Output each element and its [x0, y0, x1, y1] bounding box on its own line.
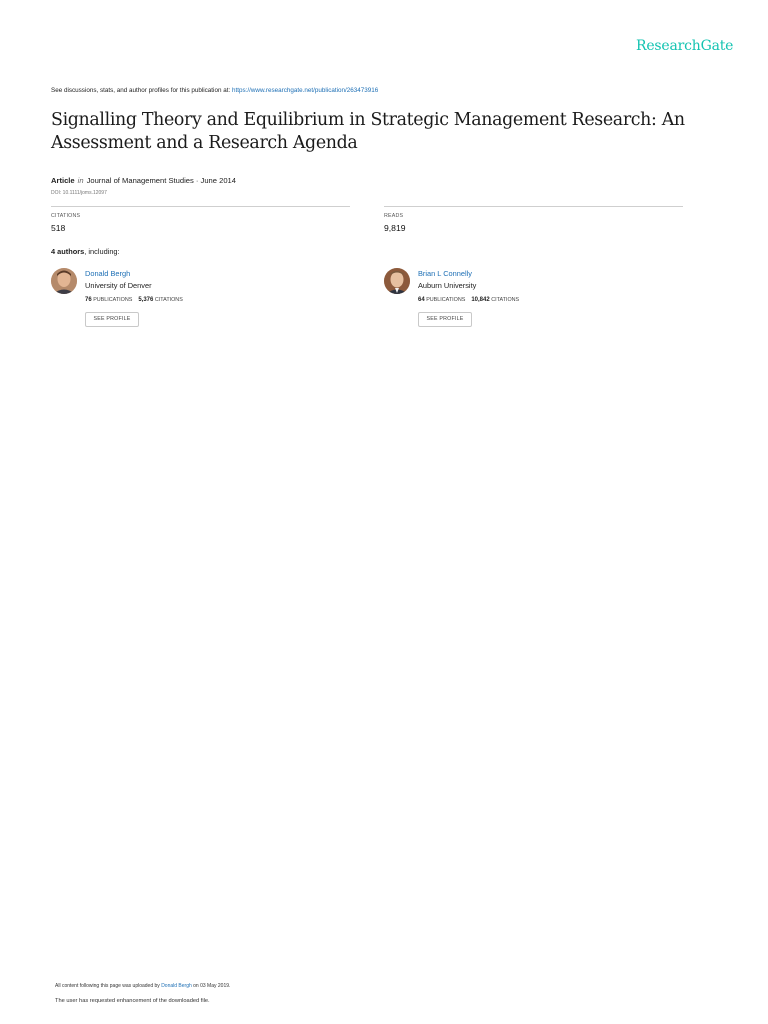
author-card	[51, 268, 351, 332]
author-institution: University of Denver	[85, 281, 152, 290]
author-card	[384, 268, 684, 332]
article-in: in	[77, 176, 84, 185]
publications-count: 64	[418, 297, 425, 303]
reads-label: READS	[384, 213, 404, 219]
author-stats	[85, 297, 183, 303]
divider-reads	[384, 206, 683, 207]
publications-count: 76	[85, 297, 92, 303]
article-meta	[51, 176, 236, 185]
upload-note	[55, 983, 230, 989]
author-name[interactable]: Brian L Connelly	[418, 269, 472, 278]
author-institution: Auburn University	[418, 281, 477, 290]
citations-count: 518	[51, 223, 66, 233]
author-citations-count: 5,376	[138, 297, 154, 303]
author-stats	[418, 297, 519, 303]
article-title: Signalling Theory and Equilibrium in Strategic Management Research: An Assessment and a Research Agenda	[51, 110, 685, 153]
researchgate-logo[interactable]: ResearchGate	[636, 38, 734, 54]
divider-citations	[51, 206, 350, 207]
portrait-icon	[384, 268, 410, 294]
upload-suffix: on 03 May 2019.	[191, 983, 231, 989]
publication-link[interactable]: https://www.researchgate.net/publication/263473916	[231, 87, 379, 94]
authors-count: 4 authors	[51, 247, 85, 256]
uploader-link[interactable]: Donald Bergh	[161, 983, 192, 989]
see-profile-button[interactable]: SEE PROFILE	[85, 312, 139, 327]
avatar[interactable]	[384, 268, 410, 294]
authors-summary	[51, 247, 120, 256]
publications-label: PUBLICATIONS	[426, 297, 466, 303]
author-citations-label: CITATIONS	[491, 297, 520, 303]
citations-label: CITATIONS	[51, 213, 81, 219]
author-citations-count: 10,842	[471, 297, 490, 303]
reads-count: 9,819	[384, 223, 406, 233]
article-doi: DOI: 10.1111/joms.12097	[51, 190, 107, 196]
publications-label: PUBLICATIONS	[93, 297, 133, 303]
author-citations-label: CITATIONS	[154, 297, 183, 303]
journal-info: Journal of Management Studies · June 2014	[86, 176, 237, 185]
upload-prefix: All content following this page was uploaded by	[55, 983, 162, 989]
article-type: Article	[51, 176, 75, 185]
author-name[interactable]: Donald Bergh	[85, 269, 131, 278]
discussion-prefix: See discussions, stats, and author profiles for this publication at:	[51, 87, 232, 94]
avatar[interactable]	[51, 268, 77, 294]
see-profile-button[interactable]: SEE PROFILE	[418, 312, 472, 327]
portrait-icon	[51, 268, 77, 294]
enhancement-note: The user has requested enhancement of the downloaded file.	[55, 998, 210, 1004]
discussion-line	[51, 87, 378, 94]
authors-suffix: , including:	[84, 247, 120, 256]
